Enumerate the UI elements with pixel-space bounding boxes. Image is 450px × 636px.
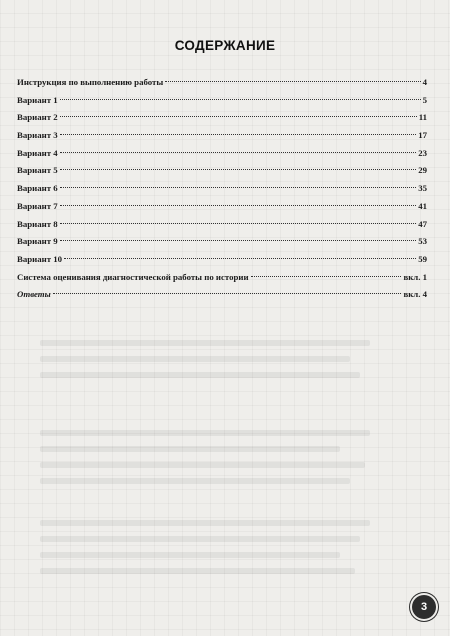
dot-leader: [60, 195, 417, 206]
bleed-through-line: [40, 478, 350, 484]
toc-entry-page: вкл. 1: [403, 271, 427, 282]
toc-entry-label: Вариант 10: [17, 253, 63, 264]
toc-entry-page: 41: [418, 200, 427, 211]
toc-entry-label: Ответы: [17, 289, 51, 300]
toc-entry-page: вкл. 4: [403, 289, 427, 300]
toc-entry-page: 29: [418, 165, 427, 176]
bleed-through-line: [40, 430, 370, 436]
dot-leader: [251, 266, 402, 277]
toc-entry-label: Вариант 3: [17, 130, 58, 141]
bleed-through-line: [40, 446, 340, 452]
toc-entry-label: Вариант 6: [17, 183, 58, 194]
toc-entry-page: 47: [418, 218, 427, 229]
dot-leader: [64, 248, 416, 259]
toc-entry-page: 11: [418, 112, 427, 123]
page-number-badge: 3: [412, 595, 436, 619]
toc-entry-page: 35: [418, 183, 427, 194]
dot-leader: [60, 89, 421, 100]
dot-leader: [165, 71, 420, 82]
dot-leader: [60, 177, 417, 188]
dot-leader: [60, 106, 417, 117]
toc-entry-page: 53: [418, 236, 427, 247]
dot-leader: [60, 159, 417, 170]
toc-entry-page: 17: [418, 130, 427, 141]
dot-leader: [53, 283, 402, 294]
toc-entry-page: 4: [422, 77, 427, 87]
bleed-through-line: [40, 356, 350, 362]
toc-entry[interactable]: [17, 286, 427, 304]
toc-entry-label: Вариант 5: [17, 165, 58, 176]
dot-leader: [60, 124, 417, 135]
toc-entry-page: 5: [422, 94, 427, 105]
bleed-through-line: [40, 372, 360, 378]
dot-leader: [60, 213, 417, 224]
bleed-through-line: [40, 520, 370, 526]
table-of-contents: [17, 74, 427, 304]
toc-entry-label: Вариант 1: [17, 94, 58, 105]
toc-entry-label: Инструкция по выполнению работы: [17, 77, 164, 87]
toc-entry-label: Вариант 4: [17, 147, 58, 158]
bleed-through-line: [40, 568, 355, 574]
bleed-through-line: [40, 340, 370, 346]
bleed-through-line: [40, 536, 360, 542]
bleed-through-line: [40, 552, 340, 558]
toc-entry-page: 23: [418, 147, 427, 158]
toc-entry-label: Вариант 7: [17, 200, 58, 211]
toc-entry-label: Вариант 9: [17, 236, 58, 247]
dot-leader: [60, 142, 417, 153]
toc-entry-page: 59: [418, 253, 427, 264]
page-title: СОДЕРЖАНИЕ: [174, 38, 276, 53]
dot-leader: [60, 230, 417, 241]
bleed-through-line: [40, 462, 365, 468]
toc-entry-label: Вариант 8: [17, 218, 58, 229]
toc-entry-label: Система оценивания диагностической работы по истории: [17, 271, 249, 282]
toc-entry-label: Вариант 2: [17, 112, 58, 123]
